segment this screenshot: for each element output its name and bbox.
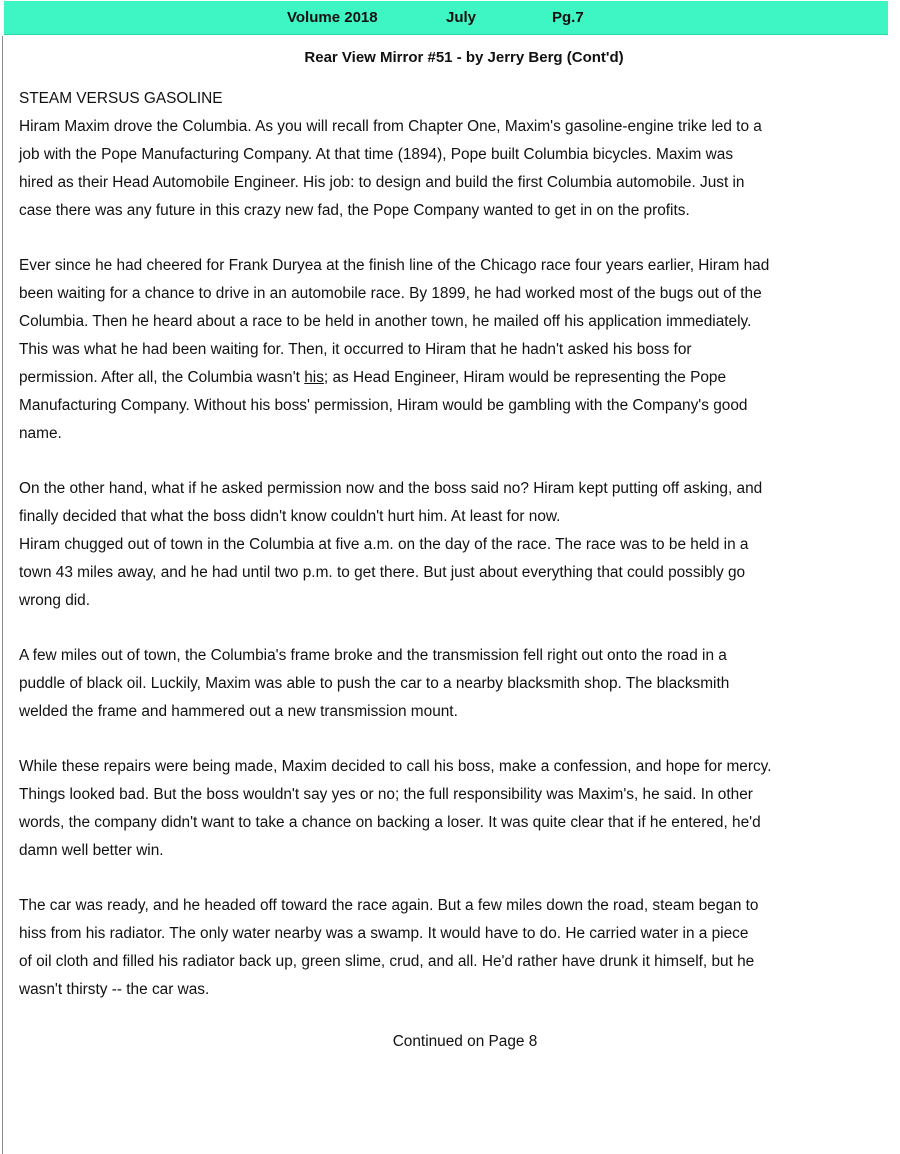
paragraph-6 bbox=[19, 892, 900, 1004]
page-header-bar bbox=[4, 1, 888, 35]
text-line: of oil cloth and filled his radiator back up, green slime, crud, and all. He'd rather have drunk it himself, but he bbox=[19, 953, 755, 970]
text-line: wasn't thirsty -- the car was. bbox=[19, 981, 210, 998]
text-line: welded the frame and hammered out a new transmission mount. bbox=[19, 703, 458, 720]
text-line: words, the company didn't want to take a chance on backing a loser. It was quite clear that if he entered, he'd bbox=[19, 814, 761, 831]
header-volume: Volume 2018 bbox=[287, 9, 378, 26]
continued-notice: Continued on Page 8 bbox=[392, 1033, 538, 1050]
text-line: job with the Pope Manufacturing Company. At that time (1894), Pope built Columbia bicycles. Maxim was bbox=[19, 146, 734, 163]
text-line: The car was ready, and he headed off toward the race again. But a few miles down the road, steam began to bbox=[19, 897, 759, 914]
underlined-word: his bbox=[304, 369, 324, 386]
text-line: Hiram Maxim drove the Columbia. As you will recall from Chapter One, Maxim's gasoline-engine trike led to a bbox=[19, 118, 762, 135]
header-month: July bbox=[446, 9, 477, 26]
text-line: Manufacturing Company. Without his boss' permission, Hiram would be gambling with the Company's good bbox=[19, 397, 748, 414]
text-line: Things looked bad. But the boss wouldn't say yes or no; the full responsibility was Maxim's, he said. In other bbox=[19, 786, 753, 803]
text-line: wrong did. bbox=[19, 592, 91, 609]
text-line: hiss from his radiator. The only water nearby was a swamp. It would have to do. He carried water in a piece bbox=[19, 925, 749, 942]
text-line: Ever since he had cheered for Frank Duryea at the finish line of the Chicago race four years earlier, Hiram had bbox=[19, 257, 770, 274]
article-title: Rear View Mirror #51 - by Jerry Berg (Cont'd) bbox=[304, 49, 624, 66]
text-line: Columbia. Then he heard about a race to be held in another town, he mailed off his application immediately. bbox=[19, 313, 752, 330]
text-line: On the other hand, what if he asked permission now and the boss said no? Hiram kept putting off asking, and bbox=[19, 480, 763, 497]
text-line: finally decided that what the boss didn't know couldn't hurt him. At least for now. bbox=[19, 508, 561, 525]
paragraph-1 bbox=[19, 113, 900, 225]
text-line: While these repairs were being made, Maxim decided to call his boss, make a confession, and hope for mercy. bbox=[19, 758, 772, 775]
left-margin-rule bbox=[2, 36, 3, 1154]
text-line: case there was any future in this crazy new fad, the Pope Company wanted to get in on the profits. bbox=[19, 202, 690, 219]
text-fragment: permission. After all, the Columbia wasn't bbox=[19, 369, 305, 386]
article-body bbox=[19, 85, 900, 1004]
paragraph-3 bbox=[19, 475, 900, 615]
text-line: name. bbox=[19, 425, 62, 442]
text-line: town 43 miles away, and he had until two p.m. to get there. But just about everything that could possibly go bbox=[19, 564, 746, 581]
text-line: puddle of black oil. Luckily, Maxim was able to push the car to a nearby blacksmith shop. The blacksmith bbox=[19, 675, 730, 692]
text-line bbox=[19, 364, 900, 392]
paragraph-4 bbox=[19, 642, 900, 726]
text-line: damn well better win. bbox=[19, 842, 164, 859]
text-line: A few miles out of town, the Columbia's frame broke and the transmission fell right out onto the road in a bbox=[19, 647, 727, 664]
text-line: hired as their Head Automobile Engineer. His job: to design and build the first Columbia automobile. Just in bbox=[19, 174, 745, 191]
text-line: Hiram chugged out of town in the Columbia at five a.m. on the day of the race. The race was to be held in a bbox=[19, 536, 749, 553]
text-line: This was what he had been waiting for. Then, it occurred to Hiram that he hadn't asked his boss for bbox=[19, 341, 692, 358]
text-fragment: ; as Head Engineer, Hiram would be representing the Pope bbox=[323, 369, 727, 386]
paragraph-2 bbox=[19, 252, 900, 448]
paragraph-5 bbox=[19, 753, 900, 865]
header-page-number: Pg.7 bbox=[552, 9, 584, 26]
section-heading: STEAM VERSUS GASOLINE bbox=[19, 90, 223, 107]
text-line: been waiting for a chance to drive in an automobile race. By 1899, he had worked most of the bugs out of the bbox=[19, 285, 762, 302]
